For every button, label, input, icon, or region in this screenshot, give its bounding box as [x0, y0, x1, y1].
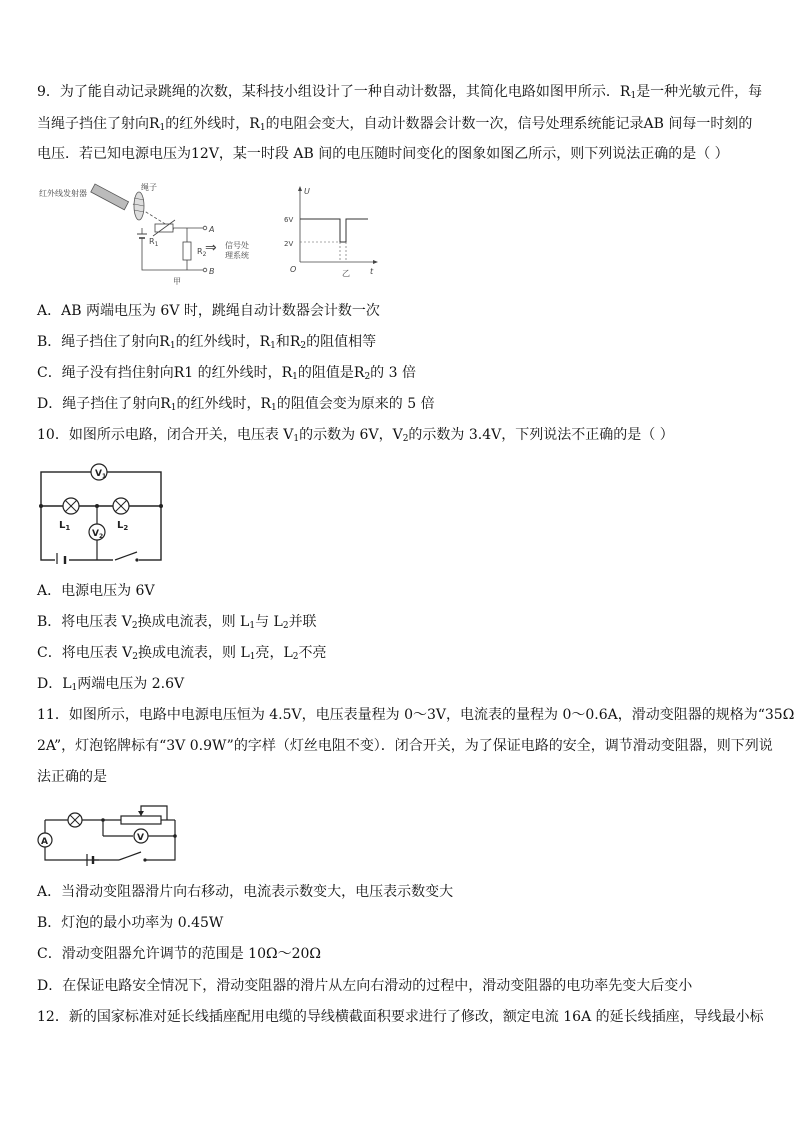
r1-label: $R_1$	[149, 237, 159, 248]
q11-option-c[interactable]: C．滑动变阻器允许调节的范围是 10Ω～20Ω	[37, 946, 322, 962]
q9-stem-line-3: 电压．若已知电源电压为12V，某一时段 AB 间的电压随时间变化的图象如图乙所示，则下列说法正确的是（ ）	[37, 146, 729, 162]
svg-text:t: t	[370, 267, 374, 276]
q10-option-c[interactable]: C．将电压表 $V_2$换成电流表，则 $L_1$亮，$L_2$不亮	[37, 645, 327, 662]
rope-label: 绳子	[141, 183, 157, 192]
q10-circuit-figure	[37, 458, 167, 564]
q9-figure-right	[282, 184, 382, 284]
q9-figure-left	[37, 178, 267, 288]
voltage-curve	[300, 219, 368, 242]
svg-text:V2: $V_2$	[92, 529, 104, 540]
svg-text:V: V	[137, 833, 144, 843]
q11-circuit-figure	[37, 802, 187, 868]
svg-text:O: O	[290, 265, 297, 274]
emitter-label: 红外线发射器	[39, 189, 87, 198]
svg-text:6V: 6V	[284, 216, 294, 224]
rheostat	[121, 816, 161, 824]
svg-text:乙: 乙	[342, 269, 350, 278]
q12-stem-line-1: 12．新的国家标准对延长线插座配用电缆的导线横截面积要求进行了修改，额定电流 16A 的延长线插座，导线最小标	[37, 1009, 764, 1025]
svg-text:A: A	[41, 837, 48, 847]
q11-stem-line-1: 11．如图所示，电路中电源电压恒为 4.5V，电压表量程为 0～3V，电流表的量程为 0～0.6A，滑动变阻器的规格为“35Ω	[37, 707, 794, 723]
signal-label-1: 信号处	[225, 241, 249, 250]
r2-label: $R_2$	[197, 247, 207, 258]
svg-text:L2: $L_2$	[117, 520, 129, 532]
switch-icon	[119, 852, 141, 860]
q10-option-b[interactable]: B．将电压表 $V_2$换成电流表，则 $L_1$与 $L_2$并联	[37, 614, 317, 631]
terminal-b: B	[209, 267, 215, 276]
svg-text:2V: 2V	[284, 240, 294, 248]
svg-text:U: U	[304, 187, 310, 196]
q9-option-c[interactable]: C．绳子没有挡住射向R1 的红外线时，$R_1$的阻值是$R_2$的 3 倍	[37, 365, 416, 382]
svg-text:V1: $V_1$	[95, 469, 107, 480]
q9-stem-line-1: 9．为了能自动记录跳绳的次数，某科技小组设计了一种自动计数器，其简化电路如图甲所示．$R_1$是一种光敏元件，每	[37, 84, 763, 101]
q10-stem: 10．如图所示电路，闭合开关，电压表 $V_1$的示数为 6V，$V_2$的示数为 3.4V，下列说法不正确的是（ ）	[37, 427, 674, 444]
q9-option-b[interactable]: B．绳子挡住了射向$R_1$的红外线时，$R_1$和$R_2$的阻值相等	[37, 334, 377, 351]
q11-stem-line-2: 2A”，灯泡铭牌标有“3V 0.9W”的字样（灯丝电阻不变）．闭合开关，为了保证电路的安全，调节滑动变阻器，则下列说	[37, 738, 773, 754]
q9-option-d[interactable]: D．绳子挡住了射向$R_1$的红外线时，$R_1$的阻值会变为原来的 5 倍	[37, 396, 435, 413]
q11-option-b[interactable]: B．灯泡的最小功率为 0.45W	[37, 915, 224, 931]
terminal-a: A	[209, 225, 215, 234]
q9-stem-line-2: 当绳子挡住了射向$R_1$的红外线时，$R_1$的电阻会变大，自动计数器会计数一次，信号处理系统能记录AB 间每一时刻的	[37, 116, 753, 133]
q10-option-d[interactable]: D．$L_1$两端电压为 2.6V	[37, 676, 185, 693]
emitter-body	[91, 184, 129, 210]
arrow-icon: ⇒	[205, 240, 217, 256]
q11-option-a[interactable]: A．当滑动变阻器滑片向右移动，电流表示数变大，电压表示数变大	[37, 884, 454, 900]
svg-text:L1: $L_1$	[59, 520, 71, 532]
signal-label-2: 理系统	[225, 251, 249, 260]
caption-jia: 甲	[173, 277, 181, 286]
q11-stem-line-3: 法正确的是	[37, 769, 107, 785]
r2-resistor	[183, 242, 191, 260]
q11-option-d[interactable]: D．在保证电路安全情况下，滑动变阻器的滑片从左向右滑动的过程中，滑动变阻器的电功率先变大后变小	[37, 978, 693, 994]
q10-option-a[interactable]: A．电源电压为 6V	[37, 583, 155, 599]
q9-option-a[interactable]: A．AB 两端电压为 6V 时，跳绳自动计数器会计数一次	[37, 303, 380, 319]
